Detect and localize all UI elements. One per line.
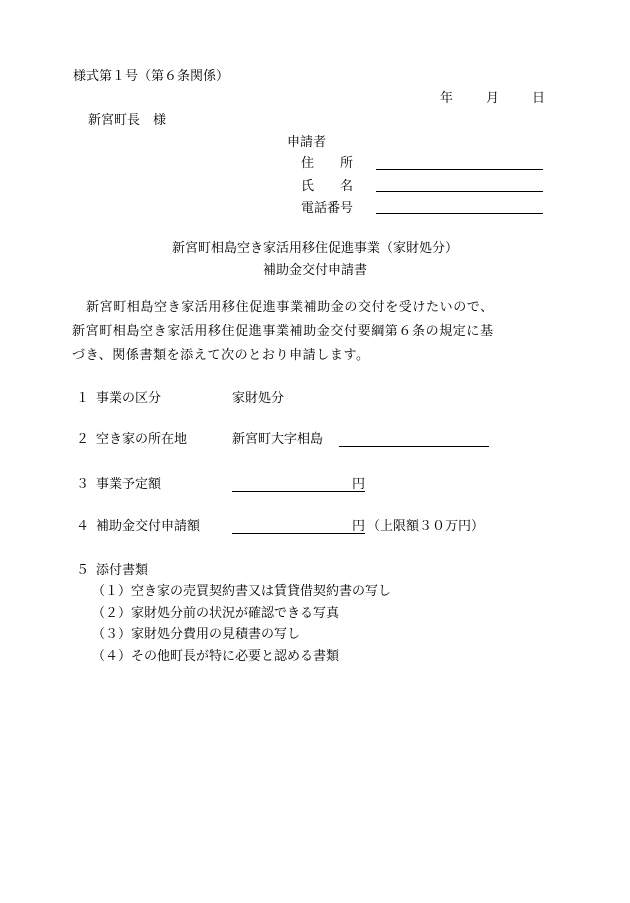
item-2-label: 空き家の所在地: [96, 432, 188, 447]
item-1-label: 事業の区分: [96, 391, 162, 406]
attachment-item: （１）空き家の売買契約書又は賃貸借契約書の写し: [92, 584, 392, 599]
form-label: 様式第１号（第６条関係）: [73, 69, 230, 84]
body-line: づき、関係書類を添えて次のとおり申請します。: [72, 348, 370, 363]
attachment-item: （２）家財処分前の状況が確認できる写真: [92, 606, 340, 621]
item-4-label: 補助金交付申請額: [96, 519, 201, 534]
item-2-number: ２: [76, 432, 90, 447]
address-label: 住 所: [301, 156, 354, 171]
item-4-number: ４: [76, 519, 90, 534]
item-3-number: ３: [76, 477, 90, 492]
address-field[interactable]: [376, 157, 543, 170]
attachment-item: （３）家財処分費用の見積書の写し: [92, 627, 301, 642]
attachment-item: （４）その他町長が特に必要と認める書類: [92, 649, 340, 664]
item-3-label: 事業予定額: [96, 477, 162, 492]
item-5-number: ５: [76, 563, 90, 578]
name-label: 氏 名: [301, 179, 354, 194]
planned-amount-field[interactable]: [232, 478, 352, 492]
grant-amount-field[interactable]: [232, 520, 352, 534]
date-year-label: 年: [440, 91, 454, 106]
phone-label: 電話番号: [301, 201, 354, 216]
grant-limit-note: （上限額３０万円）: [367, 519, 485, 534]
date-day-label: 日: [532, 91, 546, 106]
date-month-label: 月: [486, 91, 500, 106]
planned-amount-unit: 円: [352, 477, 366, 492]
applicant-heading: 申請者: [287, 135, 327, 150]
document-title-line1: 新宮町相島空き家活用移住促進事業（家財処分）: [171, 241, 458, 256]
body-line: 新宮町相島空き家活用移住促進事業補助金の交付を受けたいので、: [86, 300, 494, 315]
body-paragraph: [72, 296, 552, 368]
addressee: 新宮町長 様: [88, 113, 167, 128]
item-1-number: １: [76, 391, 90, 406]
attachments-heading: 添付書類: [96, 563, 149, 578]
phone-field[interactable]: [376, 202, 543, 214]
location-field[interactable]: [339, 433, 489, 447]
grant-amount-unit: 円: [352, 519, 366, 534]
document-title-line2: 補助金交付申請書: [262, 263, 367, 278]
name-field[interactable]: [376, 180, 543, 192]
item-1-value: 家財処分: [232, 391, 285, 406]
item-2-value: 新宮町大字相島: [232, 432, 324, 447]
body-line: 新宮町相島空き家活用移住促進事業補助金交付要綱第６条の規定に基: [72, 324, 494, 339]
